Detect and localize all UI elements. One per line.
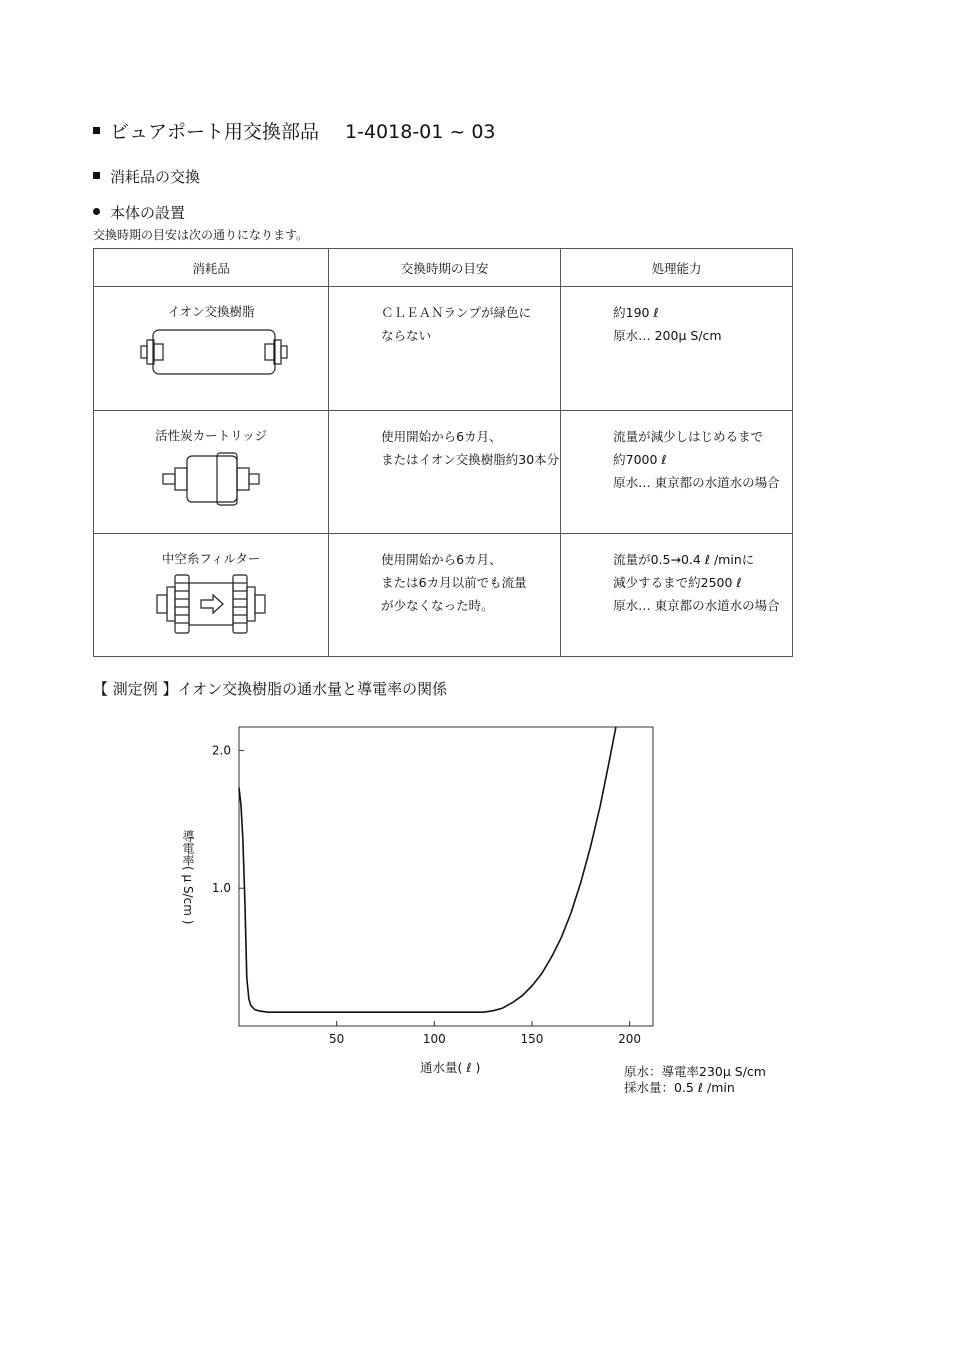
timing-cell	[329, 534, 561, 657]
dot-bullet-icon	[93, 208, 100, 215]
section-heading-installation	[93, 202, 185, 223]
measurement-notes	[624, 1064, 766, 1096]
capacity-line: 流量が0.5→0.4 ℓ /minに	[613, 552, 755, 567]
timing-cell	[329, 287, 561, 411]
resin-cartridge-icon	[131, 326, 291, 378]
capacity-line: 原水… 東京都の水道水の場合	[613, 475, 780, 490]
table-row	[94, 287, 793, 411]
section-heading-text: 消耗品の交換	[110, 168, 201, 186]
header-timing: 交換時期の目安	[329, 249, 561, 287]
table-header-row	[94, 249, 793, 287]
replacement-note: 交換時期の目安は次の通りになります。	[93, 228, 309, 242]
capacity-cell	[561, 411, 793, 534]
note-line: 原水：導電率230μ S/cm	[624, 1064, 766, 1079]
carbon-cartridge-icon	[161, 450, 261, 508]
square-bullet-icon	[93, 127, 100, 134]
consumable-cell	[94, 534, 329, 657]
timing-line: ＣＬＥＡＮランプが緑色に	[381, 305, 532, 320]
x-tick-label: 200	[618, 1032, 642, 1046]
consumable-cell	[94, 411, 329, 534]
header-consumable: 消耗品	[94, 249, 329, 287]
capacity-line: 減少するまで約2500 ℓ	[613, 575, 742, 590]
timing-line: ならない	[381, 328, 432, 343]
timing-line: 使用開始から6カ月、	[381, 552, 502, 567]
capacity-line: 約190 ℓ	[613, 305, 659, 320]
section-heading-text: 本体の設置	[110, 204, 186, 222]
table-row	[94, 411, 793, 534]
x-axis-label: 通水量( ℓ )	[420, 1060, 481, 1075]
capacity-line: 約7000 ℓ	[613, 452, 667, 467]
y-axis-label: 導電率( μ S/cm )	[181, 830, 195, 925]
conductivity-series-line	[239, 727, 616, 1012]
product-code: 1-4018-01 ~ 03	[345, 121, 496, 143]
timing-line: が少なくなった時。	[381, 598, 494, 613]
plot-frame	[239, 727, 653, 1026]
y-tick-label: 1.0	[211, 881, 231, 896]
consumable-name: 活性炭カートリッジ	[155, 428, 268, 443]
consumable-name: 中空糸フィルター	[161, 551, 261, 566]
x-tick-label: 150	[520, 1032, 544, 1046]
page-title	[93, 117, 496, 144]
chart-title: 【 測定例 】イオン交換樹脂の通水量と導電率の関係	[93, 680, 448, 698]
consumable-name: イオン交換樹脂	[167, 304, 255, 319]
consumable-cell	[94, 287, 329, 411]
consumables-table	[93, 248, 793, 657]
timing-line: 使用開始から6カ月、	[381, 429, 502, 444]
header-capacity: 処理能力	[561, 249, 793, 287]
x-tick-label: 50	[329, 1032, 345, 1046]
timing-line: または6カ月以前でも流量	[381, 575, 527, 590]
capacity-cell	[561, 287, 793, 411]
capacity-line: 流量が減少しはじめるまで	[613, 429, 764, 444]
x-tick-label: 100	[422, 1032, 446, 1046]
hollow-fiber-filter-icon	[155, 573, 267, 635]
timing-line: またはイオン交換樹脂約30本分	[381, 452, 560, 467]
capacity-line: 原水… 200μ S/cm	[613, 328, 722, 343]
title-text: ビュアポート用交換部品	[110, 121, 320, 143]
y-tick-label: 2.0	[211, 743, 231, 758]
capacity-line: 原水… 東京都の水道水の場合	[613, 598, 780, 613]
square-bullet-icon	[93, 172, 100, 179]
capacity-cell	[561, 534, 793, 657]
conductivity-chart	[160, 715, 670, 1055]
timing-cell	[329, 411, 561, 534]
section-heading-consumables	[93, 166, 200, 187]
table-row	[94, 534, 793, 657]
note-line: 採水量：0.5 ℓ /min	[624, 1080, 735, 1095]
